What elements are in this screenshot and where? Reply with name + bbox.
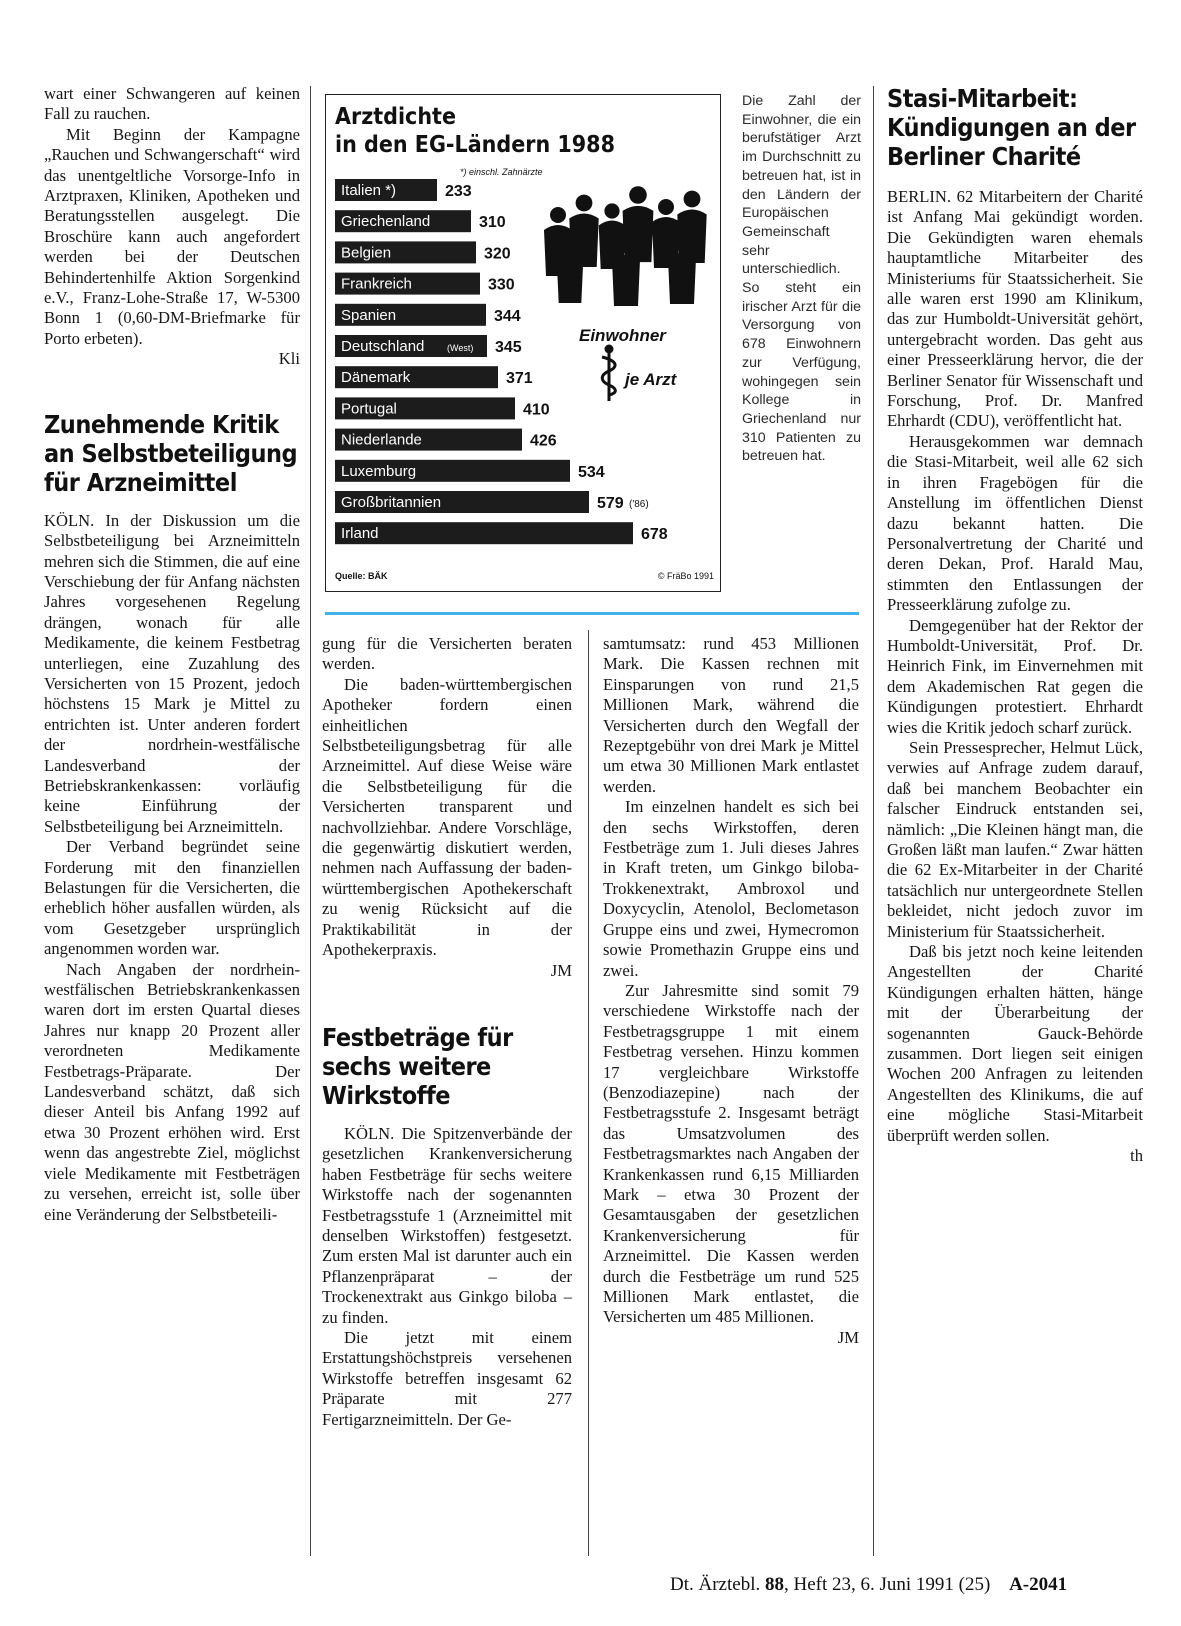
bar-value: 345 (495, 339, 522, 356)
bar-label: Luxemburg (341, 462, 417, 480)
bar-value: 344 (494, 307, 521, 325)
bar-value: 320 (484, 245, 511, 263)
person-head (618, 237, 634, 253)
bar-label: Irland (341, 525, 379, 543)
chart-source: Quelle: BÄK (335, 571, 388, 581)
paragraph: BERLIN. 62 Mitarbeitern der Charité ist Anfang Mai gekündigt worden. Die Gekündigten waren ehemals hauptamtliche Mitarbeiter des Ministeriums für Staatssicherheit. Sie alle waren erst 1990 am Klinikum, das zur Humboldt-Universität gehört, untergebracht worden. Das geht aus einer Presseerklärung hervor, die der Berliner Senator für Wissenschaft und Forschung, Prof. Dr. Manfred Ehrhardt (CDU), veröffentlicht hat. (887, 187, 1143, 431)
person-head (550, 207, 566, 223)
person-head (674, 235, 690, 251)
bar-label: Großbritannien (341, 494, 442, 511)
people-silhouettes-icon (544, 186, 707, 306)
journal-name: Dt. Ärztebl. (670, 1574, 761, 1595)
person-body (623, 206, 654, 262)
paragraph: Nach Angaben der nordrhein-westfälischen Betriebskrankenkassen waren dort im ersten Quartal dieses Jahres nur knapp 20 Prozent aller verordneten Medikamente Festbetrags-Präparate. Der Landesverband schätzt, daß sich dieser Anteil bis Anfang 1992 auf etwa 30 Prozent erhöhen wird. Erst wenn das angestrebte Ziel, möglichst viele Medikamente mit Festbeträgen zu versehen, erreicht ist, solle über eine Veränderung der Selbstbeteili- (44, 959, 300, 1224)
issue-date: , Heft 23, 6. Juni 1991 (25) (783, 1574, 991, 1595)
author-signature: Kli (278, 349, 300, 369)
paragraph: Die jetzt mit einem Erstattungshöchstpreis versehenen Wirkstoffe betreffen insgesamt 62 Präparate mit 277 Fertigarzneimitteln. Der Ge- (322, 1327, 572, 1429)
bar-value: 534 (578, 463, 605, 481)
author-signature: JM (837, 1327, 859, 1347)
bar-label-note: (West) (447, 343, 474, 353)
bar-value: 330 (488, 276, 515, 294)
bar-label: Italien *) (341, 182, 397, 199)
chart-caption: Die Zahl der Einwohner, die ein berufstätiger Arzt im Durchschnitt zu betreuen hat, ist in den Ländern der Europäischen Gemeinschaft sehr unterschiedlich. So steht ein irischer Arzt für die Versorgung von 678 Einwohnern zur Verfügung, wohingegen sein Kollege in Griechenland nur 310 Patienten zu betreuen hat. (742, 93, 861, 465)
paragraph: gung für die Versicherten beraten werden. (322, 634, 572, 674)
paragraph: Demgegenüber hat der Rektor der Humboldt-Universität, Prof. Dr. Heinrich Fink, im Einvernehmen mit dem Akademischen Rat gegen die Kündigungen protestiert. Ehrhardt wies die Kritik jedoch scharf zurück. (887, 615, 1143, 737)
chart-box (325, 94, 721, 592)
paragraph: Die baden-württembergischen Apotheker fordern einen einheitlichen Selbstbeteiligungsbetrag für alle Arzneimittel. Auf diese Weise wäre die Selbstbeteiligung für die Versicherten transparent und nachvollziehbar. Andere Vorschläge, die gegenwärtig diskutiert werden, nehmen nach Auffassung der baden-württembergischen Apothekerschaft zu wenig Rücksicht auf die Praktikabilität in der Apothekerpraxis. (322, 674, 572, 960)
chart-footnote: *) einschl. Zahnärzte (460, 167, 543, 177)
paragraph: wart einer Schwangeren auf keinen Fall zu rauchen. (44, 84, 300, 124)
page-number: A-2041 (1009, 1574, 1068, 1595)
page-footer (670, 1574, 1067, 1596)
paragraph: Daß bis jetzt noch keine leitenden Angestellten der Charité Kündigungen erhalten hätten, hänge mit der Überarbeitung der sogenannten Gauck-Behörde zusammen. Dort liegen seit einigen Wochen 200 Anfragen zu leitenden Angestellten des Klinikums, die auf eine mögliche Stasi-Mitarbeit überprüft werden sollen. (887, 942, 1143, 1145)
person-body (612, 255, 640, 306)
section-rule (325, 612, 859, 615)
bar-value: 579 (597, 495, 624, 512)
unit-label-je-arzt: je Arzt (625, 370, 677, 389)
chart-title-line-1: Arztdichte (335, 104, 456, 130)
column-divider (310, 86, 311, 1556)
paragraph: samtumsatz: rund 453 Millionen Mark. Die Kassen rechnen mit Einsparungen von rund 21,5 Millionen Mark, während die Versicherten durch den Wegfall der Rezeptgebühr von drei Mark je Mittel um etwa 30 Millionen Mark entlastet werden. (603, 634, 859, 796)
bar-value: 233 (445, 183, 472, 200)
aesculapius-staff-icon (602, 346, 615, 401)
chart-title-line-2: in den EG-Ländern 1988 (335, 132, 615, 158)
article-headline: Stasi-Mitarbeit: Kündigungen an der Berliner Charité (887, 84, 1136, 171)
person-head (604, 203, 619, 218)
person-head (562, 237, 577, 252)
paragraph: Mit Beginn der Kampagne „Rauchen und Schwangerschaft“ wird das unentgeltliche Vorsorge-Info in Arztpraxen, Kliniken, Apotheken und Beratungsstellen ausgelegt. Die Broschüre kann auch angefordert werden bei der Deutschen Behindertenhilfe Aktion Sorgenkind e.V., Franz-Lohe-Straße 17, W-5300 Bonn 1 (0,60-DM-Briefmarke für Porto erbeten). (44, 124, 300, 348)
column-4 (887, 84, 1143, 1167)
bar-label: Deutschland (341, 338, 425, 355)
bar-value: 426 (530, 432, 557, 450)
bar-irland (335, 522, 633, 544)
bar-value: 410 (523, 401, 550, 419)
paragraph: KÖLN. Die Spitzenverbände der gesetzlichen Krankenversicherung haben Festbeträge für sechs weitere Wirkstoffe nach der sogenannten Festbetragsstufe 1 (Arzneimittel mit denselben Wirkstoffen) festgesetzt. Zum ersten Mal ist darunter auch ein Pflanzenpräparat – der Trockenextrakt aus Ginkgo biloba – zu finden. (322, 1123, 572, 1327)
bar-value: 371 (506, 370, 533, 388)
column-1 (44, 84, 300, 1225)
paragraph: Zur Jahresmitte sind somit 79 verschiedene Wirkstoffe nach der Festbetragsgruppe 1 mit einem Festbetrag versehen. Hinzu kommen 17 vergleichbare Wirkstoffe (Benzodiazepine) nach der Festbetragsstufe 2. Insgesamt beträgt das Umsatzvolumen des Festbetragsmarktes nach Angaben der Krankenkassen rund 6,15 Milliarden Mark – etwa 30 Prozent der Gesamtausgaben der gesetzlichen Krankenversicherung für Arzneimittel. Die Kassen werden durch die Festbeträge um rund 525 Millionen Mark entlastet, die Versicherten um 485 Millionen. (603, 980, 859, 1327)
bar-value: 310 (479, 214, 506, 232)
unit-label-einwohner: Einwohner (579, 326, 666, 345)
person-head (658, 199, 674, 215)
person-head (629, 186, 647, 204)
author-signature: th (1130, 1146, 1143, 1166)
person-head (576, 195, 593, 212)
person-head (684, 191, 701, 208)
paragraph: KÖLN. In der Diskussion um die Selbstbeteiligung bei Arzneimitteln mehren sich die Stimmen, die auf eine Verschiebung der für Anfang nächsten Jahres vorgesehenen Regelung drängen, wonach für alle Medikamente, die keinem Festbetrag unterliegen, eine Zuzahlung des Versicherten von 15 Prozent, jedoch höchstens 15 Mark je Mittel zu entrichten ist. Unter anderen fordert der nordrhein-westfälische Landesverband der Betriebskrankenkassen: vorläufig keine Einführung der Selbstbeteiligung bei Arzneimitteln. (44, 510, 300, 836)
person-body (557, 255, 584, 303)
column-3 (603, 634, 859, 1348)
author-signature: JM (550, 960, 572, 980)
bar-value-note: ('86) (629, 499, 649, 510)
article-headline: Festbeträge für sechs weitere Wirkstoffe (322, 1022, 513, 1110)
bar-label: Spanien (341, 306, 397, 324)
bar-label: Griechenland (341, 213, 431, 231)
paragraph: Sein Pressesprecher, Helmut Lück, verwies auf Anfrage zudem darauf, daß bei manchem Beobachter ein falscher Eindruck entstanden sei, nämlich: „Die Kleinen hängt man, die Großen läßt man laufen.“ Zwar hätten die 62 Ex-Mitarbeiter in der Charité tatsächlich nur untergeordnete Stellen bekleidet, nicht jedoch zuvor im Ministerium für Staatssicherheit. (887, 737, 1143, 941)
bar-label: Belgien (341, 244, 392, 262)
article-headline: Zunehmende Kritik an Selbstbeteiligung für Arzneimittel (44, 409, 298, 497)
chart-credit: © FräBo 1991 (657, 571, 714, 581)
bar-chart (326, 95, 720, 591)
bar-label: Portugal (341, 400, 397, 418)
bar-label: Niederlande (341, 431, 422, 449)
paragraph: Im einzelnen handelt es sich bei den sechs Wirkstoffen, deren Festbeträge zum 1. Juli dieses Jahres in Kraft treten, um Ginkgo biloba-Trokkenextrakt, Ambroxol und Doxycyclin, Atenolol, Beclometason Gruppe eins und zwei, Hymecromon sowie Promethazin Gruppe eins und zwei. (603, 797, 859, 980)
bar-label: Frankreich (341, 275, 412, 293)
person-body (668, 253, 696, 304)
column-divider (588, 630, 589, 1556)
paragraph: Der Verband begründet seine Forderung mit den finanziellen Belastungen für die Versicherten, die erheblich höher ausfallen würden, als vom Gesetzgeber ursprünglich angenommen worden war. (44, 837, 300, 959)
column-divider (873, 86, 874, 1556)
volume-number: 88 (764, 1574, 784, 1595)
paragraph: Herausgekommen war demnach die Stasi-Mitarbeit, weil alle 62 sich in ihren Fragebögen für die Anstellung im öffentlichen Dienst dazu bekannt hatten. Die Personalvertretung der Charité und deren Dekan, Prof. Harald Mau, stimmten den Entlassungen der Presseerklärung zufolge zu. (887, 431, 1143, 615)
bar-value: 678 (641, 526, 668, 544)
bar-label: Dänemark (341, 369, 411, 387)
column-2 (322, 634, 572, 1430)
